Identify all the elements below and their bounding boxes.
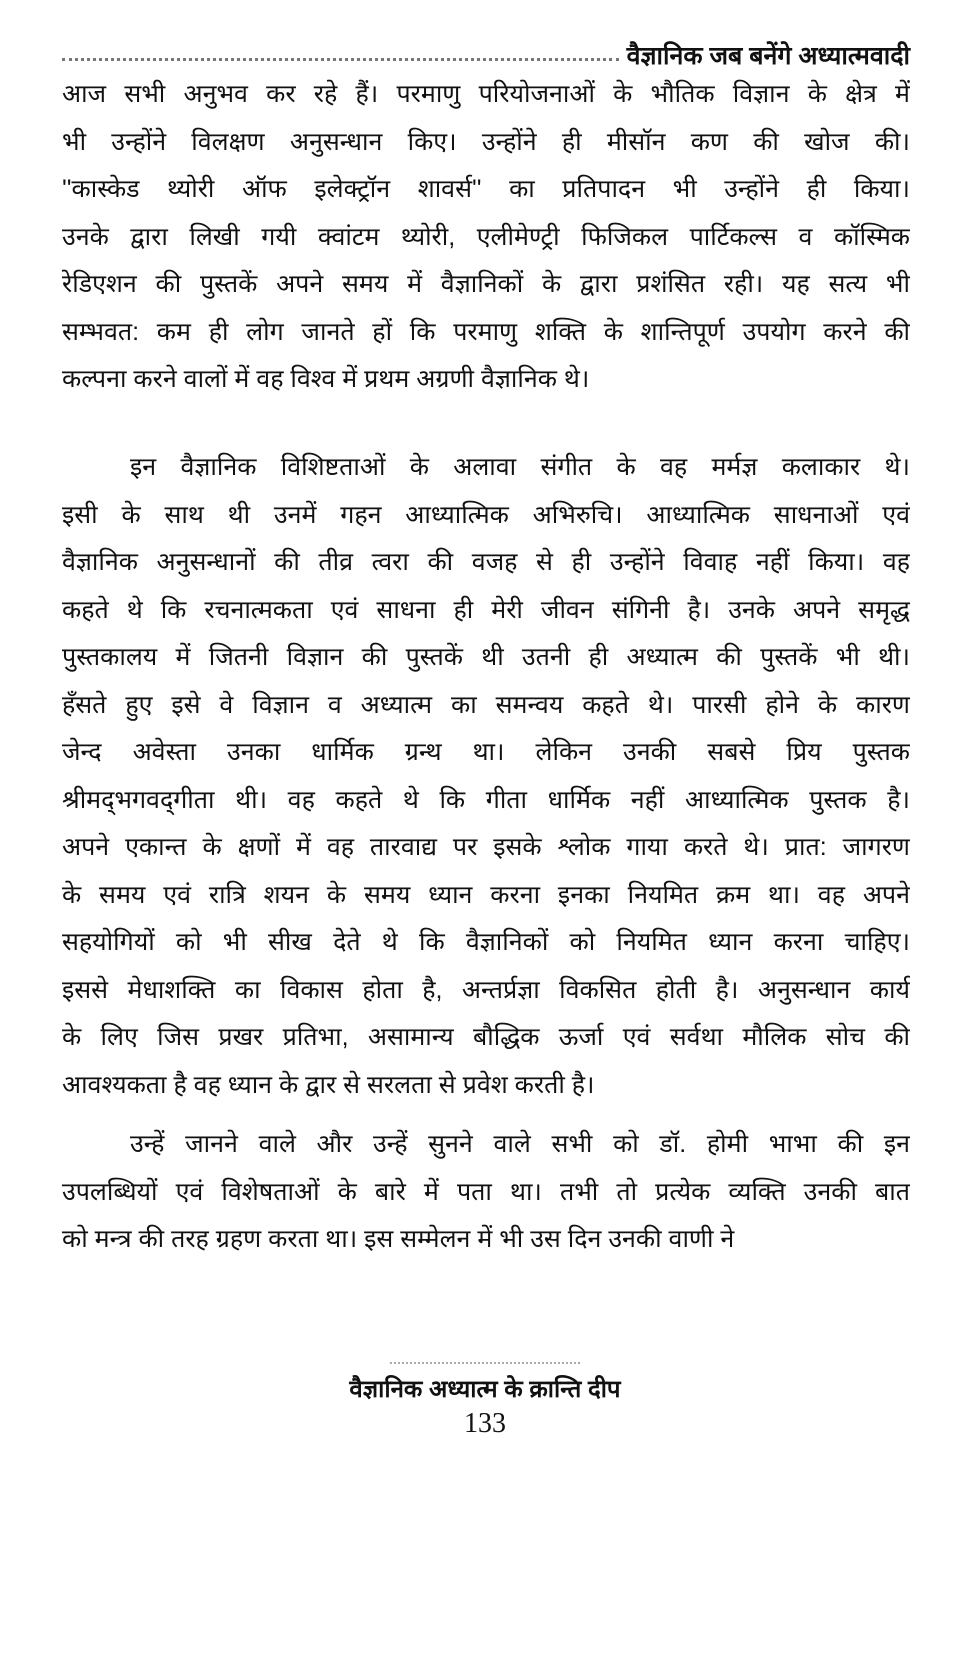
- text-line: उन्हें जानने वाले और उन्हें सुनने वाले सभी को डॉ. होमी भाभा की इन: [130, 1130, 910, 1158]
- text-line: जेन्द अवेस्ता उनका धार्मिक ग्रन्थ था। लेकिन उनकी सबसे प्रिय पुस्तक: [62, 738, 910, 766]
- text-line: पुस्तकालय में जितनी विज्ञान की पुस्तकें थी उतनी ही अध्यात्म की पुस्तकें भी थी।: [62, 643, 910, 671]
- text-line: उपलब्धियों एवं विशेषताओं के बारे में पता था। तभी तो प्रत्येक व्यक्ति उनकी बात: [62, 1177, 910, 1206]
- text-line: ''कास्केड थ्योरी ऑफ इलेक्ट्रॉन शावर्स'' का प्रतिपादन भी उन्होंने ही किया।: [62, 175, 910, 203]
- text-line: उनके द्वारा लिखी गयी क्वांटम थ्योरी, एलीमेण्ट्री फिजिकल पार्टिकल्स व कॉस्मिक: [62, 222, 910, 251]
- paragraph-1: [62, 71, 910, 404]
- text-line: सम्भवत: कम ही लोग जानते हों कि परमाणु शक्ति के शान्तिपूर्ण उपयोग करने की: [62, 317, 910, 346]
- text-line: सहयोगियों को भी सीख देते थे कि वैज्ञानिकों को नियमित ध्यान करना चाहिए।: [62, 928, 910, 956]
- running-title: वैज्ञानिक जब बनेंगे अध्यात्मवादी: [626, 42, 910, 70]
- text-line: हँसते हुए इसे वे विज्ञान व अध्यात्म का समन्वय कहते थे। पारसी होने के कारण: [62, 690, 910, 719]
- page-number: 133: [464, 1408, 506, 1439]
- header-leader-dots: [62, 58, 619, 61]
- text-line: इससे मेधाशक्ति का विकास होता है, अन्तर्प्रज्ञा विकसित होती है। अनुसन्धान कार्य: [62, 975, 910, 1004]
- footer-book-title: वैज्ञानिक अध्यात्म के क्रान्ति दीप: [349, 1376, 621, 1403]
- text-line: रेडिएशन की पुस्तकें अपने समय में वैज्ञानिकों के द्वारा प्रशंसित रही। यह सत्य भी: [62, 270, 910, 298]
- text-line: को मन्त्र की तरह ग्रहण करता था। इस सम्मेलन में भी उस दिन उनकी वाणी ने: [62, 1225, 735, 1253]
- text-line: आज सभी अनुभव कर रहे हैं। परमाणु परियोजनाओं के भौतिक विज्ञान के क्षेत्र में: [62, 80, 910, 108]
- paragraph-3: [62, 1121, 910, 1264]
- text-line: इन वैज्ञानिक विशिष्टताओं के अलावा संगीत के वह मर्मज्ञ कलाकार थे।: [130, 453, 910, 481]
- running-header: [62, 38, 910, 72]
- text-line: भी उन्होंने विलक्षण अनुसन्धान किए। उन्होंने ही मीसॉन कण की खोज की।: [62, 127, 910, 156]
- text-line: आवश्यकता है वह ध्यान के द्वार से सरलता से प्रवेश करती है।: [62, 1070, 595, 1099]
- text-line: के समय एवं रात्रि शयन के समय ध्यान करना इनका नियमित क्रम था। वह अपने: [62, 880, 910, 909]
- text-line: कल्पना करने वालों में वह विश्व में प्रथम अग्रणी वैज्ञानिक थे।: [62, 365, 590, 393]
- footer-divider: [390, 1362, 580, 1364]
- text-line: कहते थे कि रचनात्मकता एवं साधना ही मेरी जीवन संगिनी है। उनके अपने समृद्ध: [62, 595, 910, 624]
- text-line: वैज्ञानिक अनुसन्धानों की तीव्र त्वरा की वजह से ही उन्होंने विवाह नहीं किया। वह: [62, 548, 910, 576]
- text-line: श्रीमद्‌भगवद्‌गीता थी। वह कहते थे कि गीता धार्मिक नहीं आध्यात्मिक पुस्तक है।: [62, 785, 910, 814]
- text-line: अपने एकान्त के क्षणों में वह तारवाद्य पर इसके श्लोक गाया करते थे। प्रात: जागरण: [62, 833, 910, 861]
- paragraph-2: [62, 444, 910, 1109]
- text-line: इसी के साथ थी उनमें गहन आध्यात्मिक अभिरुचि। आध्यात्मिक साधनाओं एवं: [62, 500, 910, 529]
- text-line: के लिए जिस प्रखर प्रतिभा, असामान्य बौद्धिक ऊर्जा एवं सर्वथा मौलिक सोच की: [62, 1023, 910, 1051]
